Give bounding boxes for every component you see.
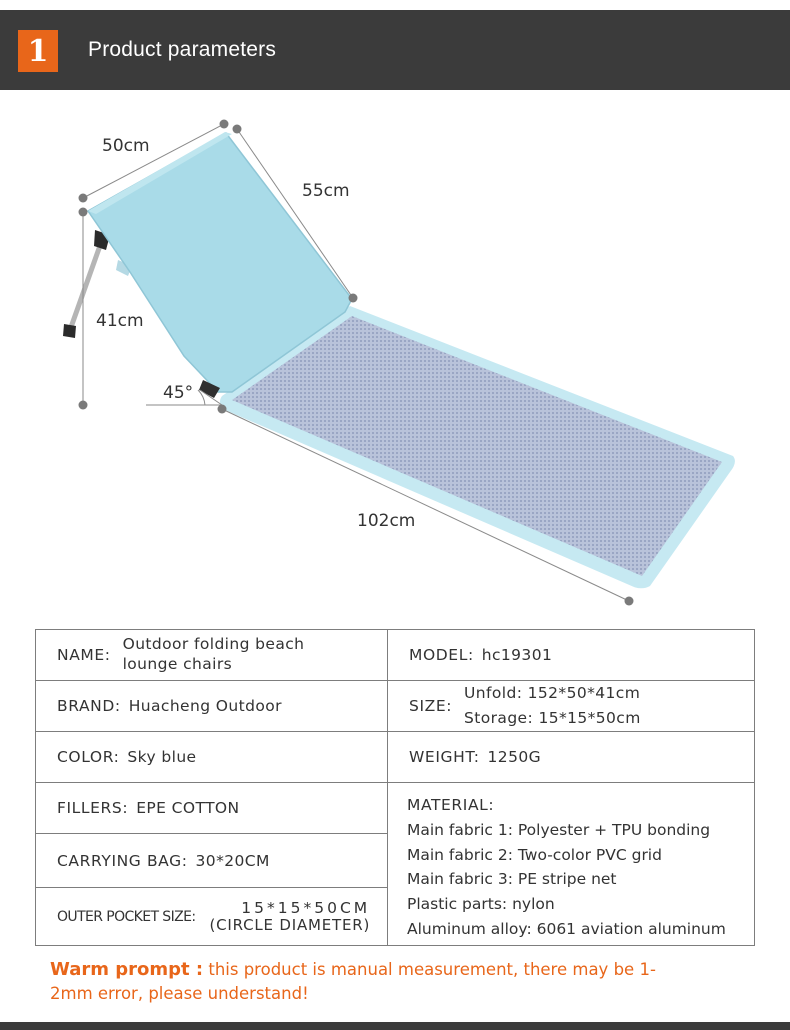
brand-label: BRAND:: [57, 697, 121, 715]
section-number-badge: 1: [18, 30, 58, 72]
weight-value: 1250G: [487, 748, 542, 766]
outer-pocket-value: 15*15*50CM: [241, 898, 371, 917]
outer-pocket-cell: [35, 887, 388, 946]
warm-prompt: [50, 958, 690, 1006]
weight-label: WEIGHT:: [409, 748, 480, 766]
angle-label: 45°: [163, 383, 194, 403]
length-label: 102cm: [357, 511, 416, 531]
warm-prompt-text: this product is manual measurement, there may be 1-2mm error, please understand!: [50, 960, 656, 1003]
name-value-line2: lounge chairs: [122, 655, 233, 673]
material-label: MATERIAL:: [407, 796, 495, 814]
fillers-label: FILLERS:: [57, 799, 129, 817]
name-label: NAME:: [57, 646, 111, 664]
color-cell: [35, 731, 388, 783]
endpoint-dot: [349, 294, 358, 303]
name-value-line1: Outdoor folding beach: [122, 635, 305, 653]
outer-pocket-label: OUTER POCKET SIZE:: [57, 908, 196, 925]
color-value: Sky blue: [127, 748, 197, 766]
endpoint-dot: [625, 597, 634, 606]
backrest-length-label: 55cm: [302, 181, 350, 201]
material-cell: [387, 782, 755, 946]
fillers-value: EPE COTTON: [136, 799, 240, 817]
seat-mesh: [232, 316, 722, 576]
carrying-bag-label: CARRYING BAG:: [57, 851, 188, 870]
outer-pocket-note: (CIRCLE DIAMETER): [209, 915, 371, 934]
lounge-chair-illustration: [0, 100, 790, 620]
product-dimension-diagram: [0, 100, 790, 620]
height-label: 41cm: [96, 311, 144, 331]
material-line: Aluminum alloy: 6061 aviation aluminum: [407, 919, 726, 938]
carrying-bag-value: 30*20CM: [195, 851, 270, 870]
brand-value: Huacheng Outdoor: [128, 697, 282, 715]
model-value: hc19301: [481, 646, 553, 664]
model-cell: [387, 629, 755, 681]
seat-mat: [220, 306, 735, 588]
spec-table: [35, 629, 755, 946]
section-header: [0, 10, 790, 90]
model-label: MODEL:: [409, 646, 474, 664]
size-storage: Storage: 15*15*50cm: [464, 709, 641, 727]
width-label: 50cm: [102, 136, 150, 156]
size-unfold: Unfold: 152*50*41cm: [464, 684, 641, 702]
endpoint-dot: [79, 401, 88, 410]
weight-cell: [387, 731, 755, 783]
material-line: Main fabric 1: Polyester + TPU bonding: [407, 820, 711, 839]
endpoint-dot: [233, 125, 242, 134]
footer-bar: [0, 1022, 790, 1030]
carrying-bag-cell: [35, 833, 388, 888]
endpoint-dot: [218, 405, 227, 414]
material-line: Main fabric 2: Two-color PVC grid: [407, 845, 662, 864]
size-cell: [387, 680, 755, 732]
name-cell: [35, 629, 388, 681]
material-line: Plastic parts: nylon: [407, 895, 555, 914]
size-label: SIZE:: [409, 697, 453, 715]
material-line: Main fabric 3: PE stripe net: [407, 870, 617, 889]
endpoint-dot: [79, 208, 88, 217]
warm-prompt-title: Warm prompt :: [50, 959, 204, 980]
endpoint-dot: [220, 120, 229, 129]
endpoint-dot: [79, 194, 88, 203]
color-label: COLOR:: [57, 748, 120, 766]
section-title: Product parameters: [88, 38, 277, 61]
fillers-cell: [35, 782, 388, 834]
brand-cell: [35, 680, 388, 732]
